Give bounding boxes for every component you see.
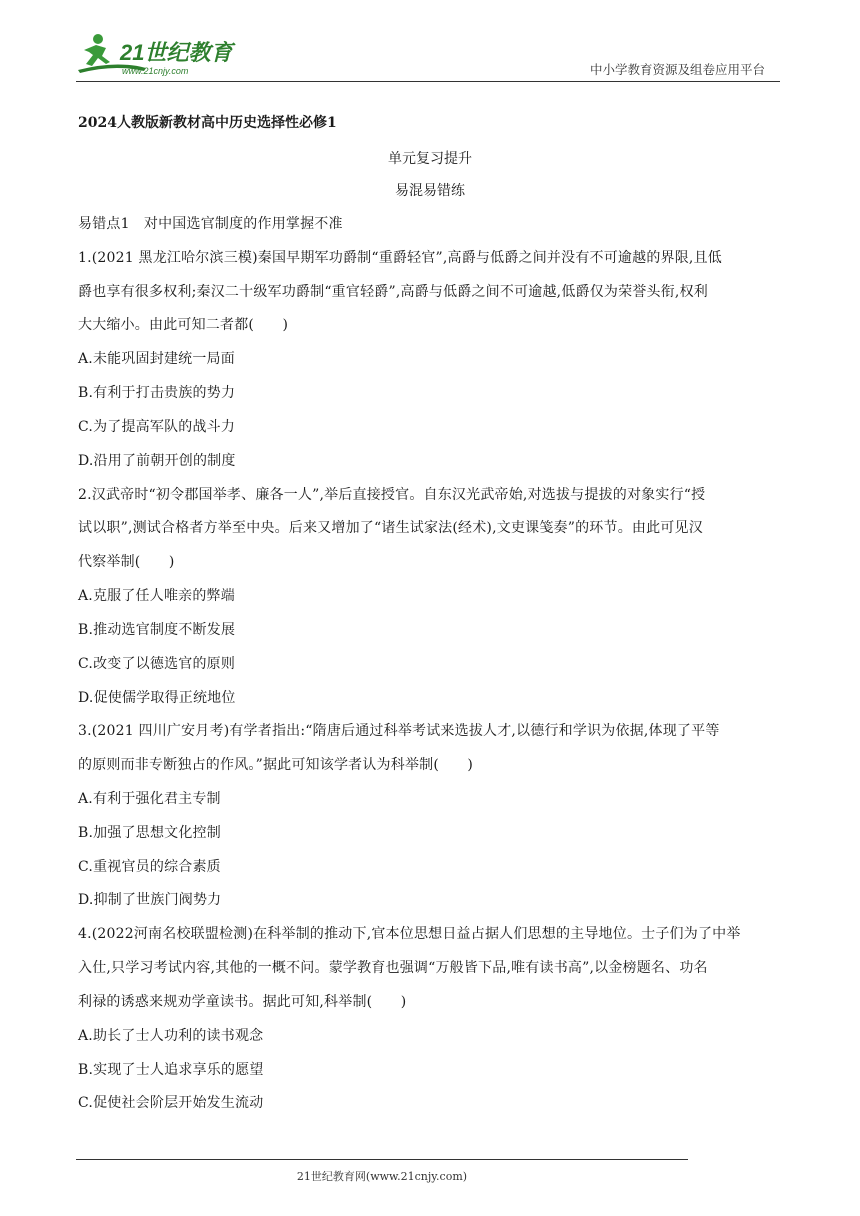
option-line: A.未能巩固封建统一局面 <box>78 351 235 367</box>
option-line: D.抑制了世族门阀势力 <box>78 892 222 908</box>
option-line: D.促使儒学取得正统地位 <box>78 690 236 706</box>
option-line: C.促使社会阶层开始发生流动 <box>78 1095 264 1111</box>
brand-logo <box>76 30 236 78</box>
section-title: 单元复习提升 <box>388 151 472 167</box>
text-line: 3.(2021 四川广安月考)有学者指出:“隋唐后通过科举考试来选拔人才,以德行和学识为依据,体现了平等 <box>78 723 720 739</box>
option-line: B.实现了士人追求享乐的愿望 <box>78 1062 264 1078</box>
option-line: A.助长了士人功利的读书观念 <box>78 1028 264 1044</box>
logo-url-text: www.21cnjy.com <box>122 66 189 76</box>
header-tagline: 中小学教育资源及组卷应用平台 <box>590 62 766 77</box>
option-line: C.改变了以德选官的原则 <box>78 656 236 672</box>
text-line: 利禄的诱惑来规劝学童读书。据此可知,科举制( ) <box>78 994 407 1010</box>
text-line: 爵也享有很多权利;秦汉二十级军功爵制“重官轻爵”,高爵与低爵之间不可逾越,低爵仅为荣誉头衔,权利 <box>78 284 708 300</box>
option-line: C.为了提高军队的战斗力 <box>78 419 236 435</box>
option-line: C.重视官员的综合素质 <box>78 859 221 875</box>
option-line: A.克服了任人唯亲的弊端 <box>78 588 235 604</box>
footer-link[interactable]: 21世纪教育网(www.21cnjy.com) <box>296 1170 468 1183</box>
text-line: 4.(2022河南名校联盟检测)在科举制的推动下,官本位思想日益占据人们思想的主导地位。士子们为了中举 <box>78 926 741 942</box>
text-line: 试以职”,测试合格者方举至中央。后来又增加了“诸生试家法(经术),文吏课笺奏”的环节。由此可见汉 <box>78 520 703 536</box>
option-line: A.有利于强化君主专制 <box>78 791 221 807</box>
option-line: D.沿用了前朝开创的制度 <box>78 453 236 469</box>
text-line: 1.(2021 黑龙江哈尔滨三模)秦国早期军功爵制“重爵轻官”,高爵与低爵之间并没有不可逾越的界限,且低 <box>78 250 722 266</box>
text-line: 大大缩小。由此可知二者都( ) <box>78 317 289 333</box>
option-line: B.有利于打击贵族的势力 <box>78 385 236 401</box>
text-line: 代察举制( ) <box>78 554 175 570</box>
option-line: B.推动选官制度不断发展 <box>78 622 236 638</box>
subsection-title: 易混易错练 <box>395 183 465 199</box>
text-line: 2.汉武帝时“初令郡国举孝、廉各一人”,举后直接授官。自东汉光武帝始,对选拔与提拔的对象实行“授 <box>78 487 706 503</box>
header-divider <box>76 81 780 82</box>
document-title: 2024人教版新教材高中历史选择性必修1 <box>78 115 337 131</box>
footer-divider <box>76 1159 688 1160</box>
text-line: 的原则而非专断独占的作风。”据此可知该学者认为科举制( ) <box>78 757 474 773</box>
error-point-heading: 易错点1 对中国选官制度的作用掌握不准 <box>78 216 343 232</box>
option-line: B.加强了思想文化控制 <box>78 825 221 841</box>
logo-text: 21世纪教育 <box>120 40 233 65</box>
text-line: 入仕,只学习考试内容,其他的一概不问。蒙学教育也强调“万般皆下品,唯有读书高”,以金榜题名、功名 <box>78 960 708 976</box>
